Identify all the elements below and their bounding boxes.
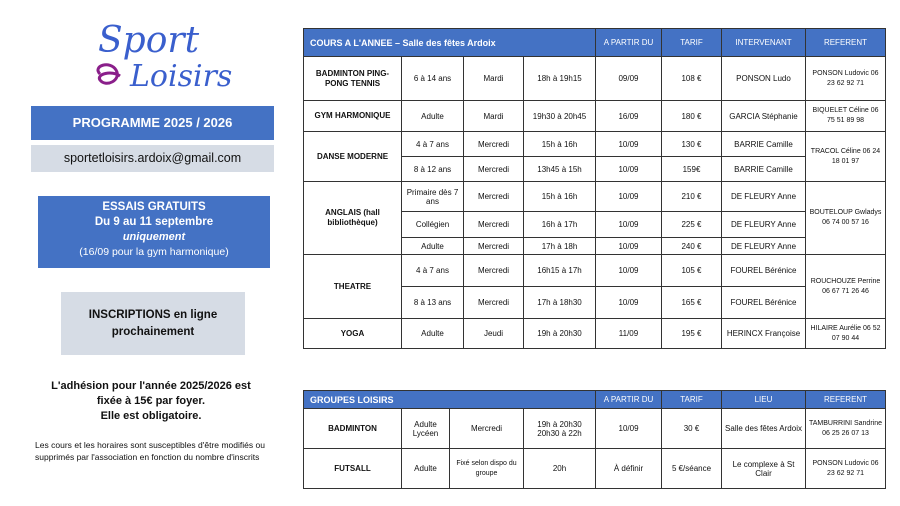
- header-lieu: LIEU: [722, 391, 806, 409]
- instructor-cell: FOUREL Bérénice: [722, 255, 806, 287]
- activity-cell: YOGA: [304, 319, 402, 349]
- sport-loisirs-logo: [86, 14, 236, 92]
- price-cell: 30 €: [662, 409, 722, 449]
- start-date-cell: 09/09: [596, 57, 662, 101]
- day-cell: Mercredi: [464, 182, 524, 212]
- price-cell: 195 €: [662, 319, 722, 349]
- activity-cell: BADMINTON PING-PONG TENNIS: [304, 57, 402, 101]
- referent-cell: PONSON Ludovic 06 23 62 92 71: [806, 57, 886, 101]
- essais-title: ESSAIS GRATUITS: [102, 201, 206, 213]
- age-cell: 4 à 7 ans: [402, 255, 464, 287]
- age-cell: 8 à 12 ans: [402, 157, 464, 182]
- day-cell: Mercredi: [464, 287, 524, 319]
- instructor-cell: DE FLEURY Anne: [722, 212, 806, 238]
- price-cell: 180 €: [662, 101, 722, 132]
- price-cell: 5 €/séance: [662, 449, 722, 489]
- header-tarif: TARIF: [662, 391, 722, 409]
- day-cell: Mercredi: [464, 132, 524, 157]
- time-cell: 19h à 20h30: [524, 319, 596, 349]
- table-row: [304, 449, 886, 489]
- referent-cell: TAMBURRINI Sandrine 06 25 26 07 13: [806, 409, 886, 449]
- header-a-partir-du: A PARTIR DU: [596, 29, 662, 57]
- price-cell: 130 €: [662, 132, 722, 157]
- essais-gratuits-box: [38, 196, 270, 268]
- time-cell: 13h45 à 15h: [524, 157, 596, 182]
- start-date-cell: 10/09: [596, 409, 662, 449]
- inscriptions-box: INSCRIPTIONS en ligne prochainement: [61, 292, 245, 355]
- age-cell: 6 à 14 ans: [402, 57, 464, 101]
- age-cell: Collégien: [402, 212, 464, 238]
- day-cell: Fixé selon dispo du groupe: [450, 449, 524, 489]
- logo-text-sport: Sport: [98, 20, 200, 61]
- activity-cell: FUTSALL: [304, 449, 402, 489]
- day-cell: Mercredi: [464, 255, 524, 287]
- location-cell: Le complexe à St Clair: [722, 449, 806, 489]
- day-cell: Mercredi: [450, 409, 524, 449]
- instructor-cell: BARRIE Camille: [722, 132, 806, 157]
- age-cell: Adulte: [402, 449, 450, 489]
- header-groupes: GROUPES LOISIRS: [304, 391, 596, 409]
- table-row: [304, 319, 886, 349]
- day-cell: Jeudi: [464, 319, 524, 349]
- start-date-cell: 10/09: [596, 238, 662, 255]
- activity-cell: DANSE MODERNE: [304, 132, 402, 182]
- start-date-cell: 10/09: [596, 212, 662, 238]
- time-cell: 17h à 18h: [524, 238, 596, 255]
- time-cell: 17h à 18h30: [524, 287, 596, 319]
- logo-text-loisirs: Loisirs: [130, 59, 233, 92]
- start-date-cell: 10/09: [596, 255, 662, 287]
- start-date-cell: 11/09: [596, 319, 662, 349]
- table-header-row: [304, 29, 886, 57]
- price-cell: 225 €: [662, 212, 722, 238]
- activity-cell: THEATRE: [304, 255, 402, 319]
- table-row: [304, 409, 886, 449]
- referent-cell: BIQUELET Céline 06 75 51 89 98: [806, 101, 886, 132]
- start-date-cell: 16/09: [596, 101, 662, 132]
- table-header-row: [304, 391, 886, 409]
- activity-cell: GYM HARMONIQUE: [304, 101, 402, 132]
- age-cell: 8 à 13 ans: [402, 287, 464, 319]
- age-cell: Adulte: [402, 319, 464, 349]
- age-cell: Adulte: [402, 101, 464, 132]
- time-cell: 19h à 20h30 20h30 à 22h: [524, 409, 596, 449]
- day-cell: Mardi: [464, 57, 524, 101]
- header-tarif: TARIF: [662, 29, 722, 57]
- cours-annee-table: [303, 28, 886, 349]
- referent-cell: BOUTELOUP Gwladys 06 74 00 57 16: [806, 182, 886, 255]
- disclaimer-text: Les cours et les horaires sont susceptibles d'être modifiés ou supprimés par l'association en fonction du nombre d'inscrits: [35, 440, 265, 462]
- start-date-cell: À définir: [596, 449, 662, 489]
- start-date-cell: 10/09: [596, 287, 662, 319]
- time-cell: 16h à 17h: [524, 212, 596, 238]
- instructor-cell: HERINCX Françoise: [722, 319, 806, 349]
- referent-cell: TRACOL Céline 06 24 18 01 97: [806, 132, 886, 182]
- adhesion-line1: L'adhésion pour l'année 2025/2026 est: [51, 380, 251, 392]
- instructor-cell: FOUREL Bérénice: [722, 287, 806, 319]
- header-intervenant: INTERVENANT: [722, 29, 806, 57]
- start-date-cell: 10/09: [596, 182, 662, 212]
- start-date-cell: 10/09: [596, 157, 662, 182]
- price-cell: 240 €: [662, 238, 722, 255]
- referent-cell: PONSON Ludovic 06 23 62 92 71: [806, 449, 886, 489]
- time-cell: 15h à 16h: [524, 132, 596, 157]
- header-referent: REFERENT: [806, 29, 886, 57]
- instructor-cell: DE FLEURY Anne: [722, 238, 806, 255]
- adhesion-note: [26, 379, 276, 424]
- day-cell: Mercredi: [464, 157, 524, 182]
- activity-cell: BADMINTON: [304, 409, 402, 449]
- header-referent: REFERENT: [806, 391, 886, 409]
- price-cell: 159€: [662, 157, 722, 182]
- time-cell: 15h à 16h: [524, 182, 596, 212]
- table-row: [304, 57, 886, 101]
- logo-swirl: [98, 65, 120, 84]
- time-cell: 18h à 19h15: [524, 57, 596, 101]
- referent-cell: HILAIRE Aurélie 06 52 07 90 44: [806, 319, 886, 349]
- table-row: [304, 182, 886, 212]
- table-row: [304, 255, 886, 287]
- groupes-loisirs-table: [303, 390, 886, 489]
- time-cell: 19h30 à 20h45: [524, 101, 596, 132]
- age-cell: 4 à 7 ans: [402, 132, 464, 157]
- day-cell: Mercredi: [464, 212, 524, 238]
- programme-banner: PROGRAMME 2025 / 2026: [31, 106, 274, 140]
- day-cell: Mercredi: [464, 238, 524, 255]
- day-cell: Mardi: [464, 101, 524, 132]
- time-cell: 16h15 à 17h: [524, 255, 596, 287]
- header-cours: COURS A L'ANNEE – Salle des fêtes Ardoix: [304, 29, 596, 57]
- price-cell: 108 €: [662, 57, 722, 101]
- instructor-cell: DE FLEURY Anne: [722, 182, 806, 212]
- essais-gym-note: (16/09 pour la gym harmonique): [79, 246, 229, 258]
- referent-cell: ROUCHOUZE Perrine 06 67 71 26 46: [806, 255, 886, 319]
- start-date-cell: 10/09: [596, 132, 662, 157]
- price-cell: 105 €: [662, 255, 722, 287]
- location-cell: Salle des fêtes Ardoix: [722, 409, 806, 449]
- header-a-partir-du: A PARTIR DU: [596, 391, 662, 409]
- contact-email[interactable]: sportetloisirs.ardoix@gmail.com: [31, 145, 274, 172]
- adhesion-line3: Elle est obligatoire.: [100, 410, 202, 422]
- essais-uniquement: uniquement: [122, 231, 186, 243]
- table-row: [304, 132, 886, 157]
- time-cell: 20h: [524, 449, 596, 489]
- age-cell: Adulte: [402, 238, 464, 255]
- price-cell: 210 €: [662, 182, 722, 212]
- activity-cell: ANGLAIS (hall bibliothèque): [304, 182, 402, 255]
- adhesion-line2: fixée à 15€ par foyer.: [96, 395, 206, 407]
- price-cell: 165 €: [662, 287, 722, 319]
- table-row: [304, 101, 886, 132]
- age-cell: Adulte Lycéen: [402, 409, 450, 449]
- instructor-cell: PONSON Ludo: [722, 57, 806, 101]
- age-cell: Primaire dès 7 ans: [402, 182, 464, 212]
- essais-dates: Du 9 au 11 septembre: [94, 216, 214, 228]
- instructor-cell: GARCIA Stéphanie: [722, 101, 806, 132]
- instructor-cell: BARRIE Camille: [722, 157, 806, 182]
